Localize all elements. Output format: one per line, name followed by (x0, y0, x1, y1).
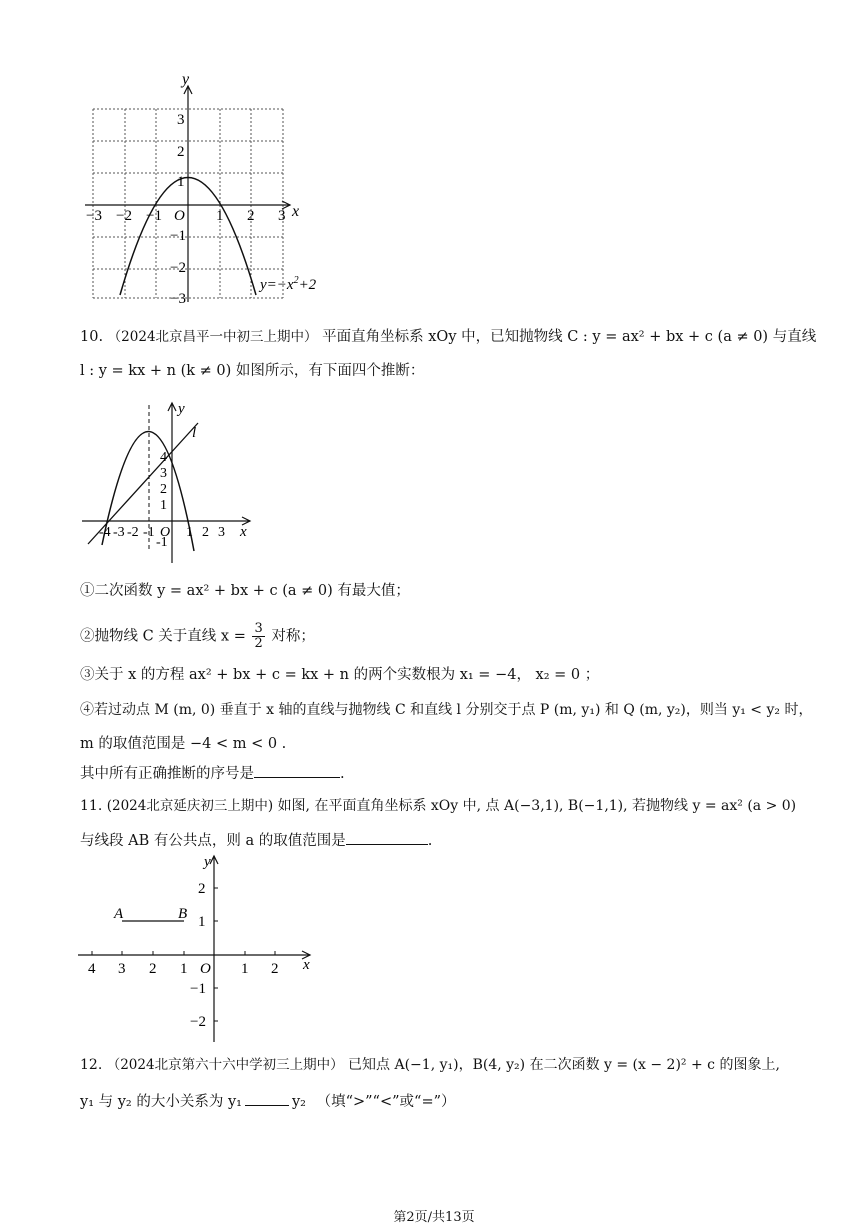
q12-line1 (80, 1055, 780, 1075)
x-tick: −3 (86, 208, 102, 224)
y-tick: 1 (198, 914, 206, 930)
y-tick: −1 (170, 228, 186, 244)
origin-label: O (160, 525, 171, 540)
x-tick: -4 (99, 525, 111, 540)
x-tick: 2 (271, 961, 279, 977)
answer-blank[interactable] (254, 763, 340, 778)
page-footer: 第2页/共13页 (393, 1210, 475, 1225)
y-tick: 4 (160, 450, 167, 465)
statement-4b: m 的取值范围是 −4 < m < 0 . (80, 736, 287, 752)
y-tick: 2 (177, 144, 185, 160)
line-l-label: l (192, 425, 197, 441)
x-axis-label: x (303, 957, 310, 973)
x-axis-label: x (292, 203, 300, 220)
question-source: （2024北京昌平一中初三上期中） (107, 329, 318, 345)
x-tick: 1 (216, 208, 224, 224)
x-tick: -3 (113, 525, 125, 540)
y-tick: −1 (190, 981, 206, 997)
y-tick: −2 (170, 260, 186, 276)
x-tick-labels (88, 961, 279, 977)
y-tick: −3 (170, 291, 186, 307)
x-tick: 1 (186, 525, 193, 540)
question-text: 平面直角坐标系 xOy 中，已知抛物线 C : y = ax² + bx + c (a ≠ 0) 与直线 (322, 329, 817, 345)
x-tick: -2 (127, 525, 139, 540)
question-text: 已知点 A(−1, y₁)，B(4, y₂) 在二次函数 y = (x − 2)² + c 的图象上, (348, 1057, 780, 1073)
question-text: 如图, 在平面直角坐标系 xOy 中, 点 A(−3,1), B(−1,1), 若抛物线 y = ax² (a > 0) (277, 798, 797, 814)
curve-label: $y=-x^2+2$ (260, 275, 317, 293)
figure-segment-ab (74, 852, 324, 1047)
y-tick: 1 (177, 174, 185, 190)
x-tick: 2 (247, 208, 255, 224)
x-tick: 3 (278, 208, 286, 224)
x-tick: 2 (202, 525, 209, 540)
y-tick: 3 (177, 112, 185, 128)
origin-label: O (200, 961, 211, 977)
y-tick: 1 (160, 498, 167, 513)
y-axis-label: y (178, 401, 185, 417)
x-tick: 4 (88, 961, 96, 977)
figure-parabola-1 (80, 70, 340, 310)
fraction: $\frac{3}{2}$ (254, 621, 263, 651)
y-tick: 2 (198, 881, 206, 897)
q11-line1 (80, 796, 796, 816)
statement-1: ①二次函数 y = ax² + bx + c (a ≠ 0) 有最大值； (80, 583, 410, 599)
question-number: 11. (80, 798, 103, 814)
question-source: (2024北京延庆初三上期中) (106, 798, 274, 814)
y-axis-label: y (182, 71, 190, 88)
y-tick: 3 (160, 466, 167, 481)
y-tick: −2 (190, 1014, 206, 1030)
answer-blank[interactable] (245, 1091, 289, 1106)
statement-4a: ④若过动点 M (m, 0) 垂直于 x 轴的直线与抛物线 C 和直线 l 分别交于点 P (m, y₁) 和 Q (m, y₂)，则当 y₁ < y₂ 时， (80, 702, 813, 718)
statement-3: ③关于 x 的方程 ax² + bx + c = kx + n 的两个实数根为 x₁ = −4， x₂ = 0 ； (80, 667, 600, 683)
x-tick: −2 (116, 208, 132, 224)
x-tick: −1 (146, 208, 162, 224)
point-b-label: B (178, 906, 188, 922)
q10-line2: l : y = kx + n (k ≠ 0) 如图所示，有下面四个推断： (80, 363, 425, 379)
x-tick: 3 (118, 961, 126, 977)
y-tick: -1 (156, 535, 168, 550)
y-axis-label: y (204, 854, 211, 870)
x-tick: -1 (143, 525, 155, 540)
figure-parabola-line (80, 395, 260, 565)
q10-line1 (80, 327, 816, 347)
x-tick: 3 (218, 525, 225, 540)
x-axis-label: x (240, 524, 247, 540)
y-tick-labels (156, 450, 171, 550)
point-a-label: A (114, 906, 124, 922)
x-tick: 1 (180, 961, 188, 977)
q12-line2: y₁ 与 y₂ 的大小关系为 y₁ y₂ （填“>”“<”或“=”） (80, 1091, 456, 1112)
x-tick: 2 (149, 961, 157, 977)
statement-2: ②抛物线 C 关于直线 x = $\frac{3}{2}$ 对称； (80, 621, 315, 651)
question-number: 12. (80, 1057, 103, 1073)
x-tick: 1 (241, 961, 249, 977)
answer-blank[interactable] (346, 830, 428, 845)
origin-label: O (174, 208, 185, 224)
question-number: 10. (80, 329, 104, 345)
q11-line2: 与线段 AB 有公共点，则 a 的取值范围是 . (80, 830, 432, 851)
question-source: （2024北京第六十六中学初三上期中） (106, 1057, 344, 1073)
q10-ask: 其中所有正确推断的序号是 . (80, 763, 345, 784)
x-tick-labels (86, 208, 286, 224)
y-tick: 2 (160, 482, 167, 497)
